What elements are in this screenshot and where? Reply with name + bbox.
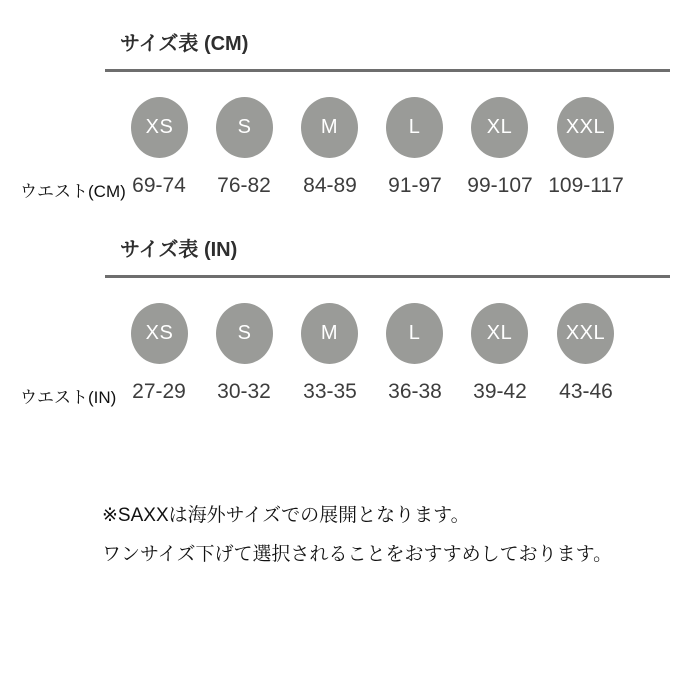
size-circle-xs xyxy=(131,303,188,364)
size-circle-label: XXL xyxy=(565,116,606,138)
divider-line xyxy=(105,69,670,72)
section-title-in: サイズ表 (IN) xyxy=(120,239,238,261)
waist-value-l: 91-97 xyxy=(388,174,442,197)
size-circle-label: M xyxy=(320,116,339,138)
size-circle-label: M xyxy=(320,322,339,344)
waist-value-xl: 39-42 xyxy=(473,380,527,403)
size-circle-xl xyxy=(471,97,528,158)
size-circle-label: L xyxy=(408,322,421,344)
waist-value-m: 33-35 xyxy=(303,380,357,403)
waist-value-xl: 99-107 xyxy=(467,174,533,197)
size-circle-l xyxy=(386,97,443,158)
waist-value-s: 30-32 xyxy=(217,380,271,403)
note-line-1: ※SAXXは海外サイズでの展開となります。 xyxy=(102,505,470,526)
waist-row-label-cm: ウエスト(CM) xyxy=(20,182,126,201)
size-circle-label: L xyxy=(408,116,421,138)
size-circle-label: S xyxy=(237,322,252,344)
size-section-cm xyxy=(0,0,700,206)
size-circle-label: XS xyxy=(145,116,174,138)
divider-line xyxy=(105,275,670,278)
size-circle-xs xyxy=(131,97,188,158)
size-circle-label: XS xyxy=(145,322,174,344)
waist-value-m: 84-89 xyxy=(303,174,357,197)
size-circle-label: XL xyxy=(486,116,513,138)
waist-value-l: 36-38 xyxy=(388,380,442,403)
waist-value-xs: 69-74 xyxy=(132,174,186,197)
size-circle-label: S xyxy=(237,116,252,138)
size-note xyxy=(102,505,612,583)
size-circle-s xyxy=(216,303,273,364)
waist-value-xs: 27-29 xyxy=(132,380,186,403)
size-circle-xl xyxy=(471,303,528,364)
section-title-cm: サイズ表 (CM) xyxy=(120,33,249,55)
size-circle-s xyxy=(216,97,273,158)
size-circle-l xyxy=(386,303,443,364)
size-circle-label: XL xyxy=(486,322,513,344)
size-circle-label: XXL xyxy=(565,322,606,344)
size-circle-m xyxy=(301,97,358,158)
waist-value-xxl: 43-46 xyxy=(559,380,613,403)
size-section-in xyxy=(0,206,700,412)
waist-value-s: 76-82 xyxy=(217,174,271,197)
waist-value-xxl: 109-117 xyxy=(548,174,624,197)
waist-row-label-in: ウエスト(IN) xyxy=(20,388,117,407)
note-line-2: ワンサイズ下げて選択されることをおすすめしております。 xyxy=(102,544,613,565)
size-circle-xxl xyxy=(557,97,614,158)
size-circle-m xyxy=(301,303,358,364)
size-circle-xxl xyxy=(557,303,614,364)
